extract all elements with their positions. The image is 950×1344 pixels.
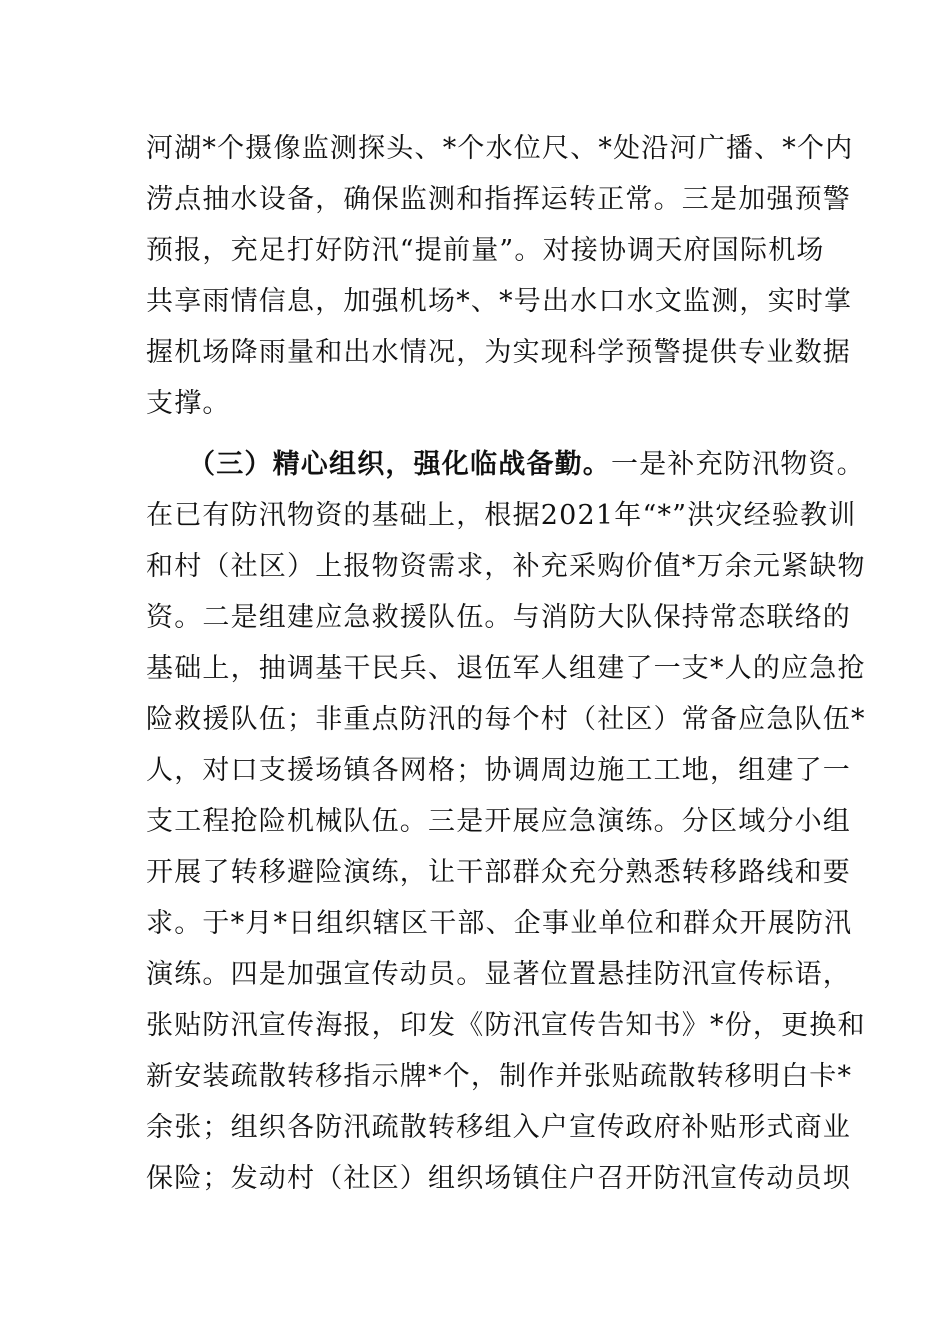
paragraph2-first-line-text: 一是补充防汛物资。 xyxy=(611,449,865,480)
paragraph1-line-6: 支撑。 xyxy=(146,388,231,419)
paragraph2-line-10: 求。于*月*日组织辖区干部、企事业单位和群众开展防汛 xyxy=(146,908,853,939)
paragraph2-line-11: 演练。四是加强宣传动员。显著位置悬挂防汛宣传标语， xyxy=(146,959,851,990)
paragraph2-line-3: 和村（社区）上报物资需求，补充采购价值*万余元紧缺物 xyxy=(146,551,866,582)
paragraph2-line-5: 基础上，抽调基干民兵、退伍军人组建了一支*人的应急抢 xyxy=(146,653,866,684)
paragraph2-line-12: 张贴防汛宣传海报，印发《防汛宣传告知书》*份，更换和 xyxy=(146,1010,866,1041)
paragraph2-first-line xyxy=(188,443,865,487)
paragraph2-line-7: 人，对口支援场镇各网格；协调周边施工工地，组建了一 xyxy=(146,755,851,786)
paragraph1-line-4: 共享雨情信息，加强机场*、*号出水口水文监测，实时掌 xyxy=(146,286,853,317)
paragraph1-line-3: 预报，充足打好防汛“提前量”。对接协调天府国际机场 xyxy=(146,235,825,266)
paragraph2-line-2: 在已有防汛物资的基础上，根据2021年“*”洪灾经验教训 xyxy=(146,500,857,531)
paragraph2-line-13: 新安装疏散转移指示牌*个，制作并张贴疏散转移明白卡* xyxy=(146,1061,853,1092)
paragraph2-line-8: 支工程抢险机械队伍。三是开展应急演练。分区域分小组 xyxy=(146,806,851,837)
paragraph1-line-2: 涝点抽水设备，确保监测和指挥运转正常。三是加强预警 xyxy=(146,184,851,215)
paragraph1-line-1: 河湖*个摄像监测探头、*个水位尺、*处沿河广播、*个内 xyxy=(146,133,854,164)
paragraph2-line-6: 险救援队伍；非重点防汛的每个村（社区）常备应急队伍* xyxy=(146,704,866,735)
paragraph1-line-5: 握机场降雨量和出水情况，为实现科学预警提供专业数据 xyxy=(146,337,851,368)
section-heading: （三）精心组织，强化临战备勤。 xyxy=(188,449,611,480)
paragraph2-line-9: 开展了转移避险演练，让干部群众充分熟悉转移路线和要 xyxy=(146,857,851,888)
paragraph2-line-14: 余张；组织各防汛疏散转移组入户宣传政府补贴形式商业 xyxy=(146,1112,851,1143)
paragraph2-line-4: 资。二是组建应急救援队伍。与消防大队保持常态联络的 xyxy=(146,602,851,633)
paragraph2-line-15: 保险；发动村（社区）组织场镇住户召开防汛宣传动员坝 xyxy=(146,1163,851,1194)
